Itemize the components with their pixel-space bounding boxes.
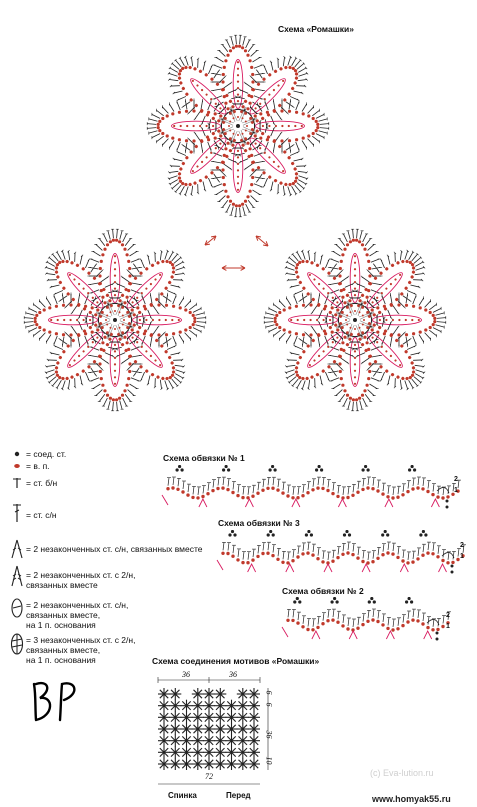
- dc2tog-icon: [12, 540, 22, 558]
- grid-right-count-1: 6: [264, 690, 274, 695]
- legend-text-dc2cl-2: связанных вместе,: [26, 610, 101, 620]
- edging-1-diagram: [160, 465, 470, 510]
- edging-1-row-1: 1: [454, 487, 458, 494]
- double-crochet-icon: [13, 504, 21, 522]
- join-arrow-middle: [222, 266, 245, 271]
- edging-2-diagram: [280, 597, 460, 642]
- legend-text-chain: = в. п.: [26, 461, 50, 471]
- grid-right-count-3: 36: [264, 730, 274, 739]
- legend-text-dc: = ст. с/н: [26, 510, 57, 520]
- site-url: www.homyak55.ru: [372, 794, 451, 804]
- legend-text-dc2cl-3: на 1 п. основания: [26, 620, 96, 630]
- edging-2-row-2: 2: [446, 612, 450, 619]
- label-front: Перед: [226, 791, 251, 800]
- legend-text-tr3cl-2: связанных вместе,: [26, 645, 101, 655]
- joining-title: Схема соединения мотивов «Ромашки»: [152, 656, 320, 666]
- grid-top-left-count: 36: [182, 670, 190, 679]
- edging-3-title: Схема обвязки № 3: [218, 518, 300, 528]
- legend-text-dc2cl-1: = 2 незаконченных ст. с/н,: [26, 600, 129, 610]
- grid-top-right-count: 36: [229, 670, 237, 679]
- legend-text-tr2tog-2: связанных вместе: [26, 580, 98, 590]
- edging-3-row-1: 1: [460, 553, 464, 560]
- joining-grid-diagram: [150, 668, 290, 788]
- grid-right-count-4: 10: [264, 756, 274, 765]
- edging-3-row-2: 2: [460, 542, 464, 549]
- watermark-text: (c) Eva-lution.ru: [370, 768, 434, 778]
- edging-3-diagram: [215, 530, 470, 575]
- grid-bottom-total: 72: [205, 772, 213, 781]
- edging-2-title: Схема обвязки № 2: [282, 586, 364, 596]
- edging-1-row-2: 2: [454, 476, 458, 483]
- flower-motif-top: [147, 35, 329, 217]
- legend-text-dc2tog: = 2 незаконченных ст. с/н, связанных вместе: [26, 544, 203, 554]
- grid-right-count-2: 6: [264, 702, 274, 707]
- dc2-cluster-icon: [12, 599, 22, 617]
- legend-text-slip: = соед. ст.: [26, 449, 67, 459]
- main-scheme-title: Схема «Ромашки»: [278, 24, 354, 34]
- edging-1-title: Схема обвязки № 1: [163, 453, 245, 463]
- signature-logo: [26, 678, 86, 736]
- legend-text-sc: = ст. б/н: [26, 478, 58, 488]
- slip-stitch-icon: [15, 452, 19, 456]
- join-arrow-left: [205, 236, 216, 245]
- single-crochet-icon: [13, 478, 21, 488]
- edging-2-row-1: 1: [446, 623, 450, 630]
- label-back: Спинка: [168, 791, 197, 800]
- legend-text-tr2tog-1: = 2 незаконченных ст. с 2/н,: [26, 570, 136, 580]
- flower-motif-right: [264, 229, 446, 411]
- tr3-cluster-icon: [12, 634, 23, 654]
- tr2tog-icon: [12, 566, 22, 586]
- legend-text-tr3cl-1: = 3 незаконченных ст. с 2/н,: [26, 635, 136, 645]
- legend-text-tr3cl-3: на 1 п. основания: [26, 655, 96, 665]
- flower-motif-left: [24, 229, 206, 411]
- chain-stitch-icon: [14, 464, 20, 468]
- join-arrow-right: [256, 236, 268, 246]
